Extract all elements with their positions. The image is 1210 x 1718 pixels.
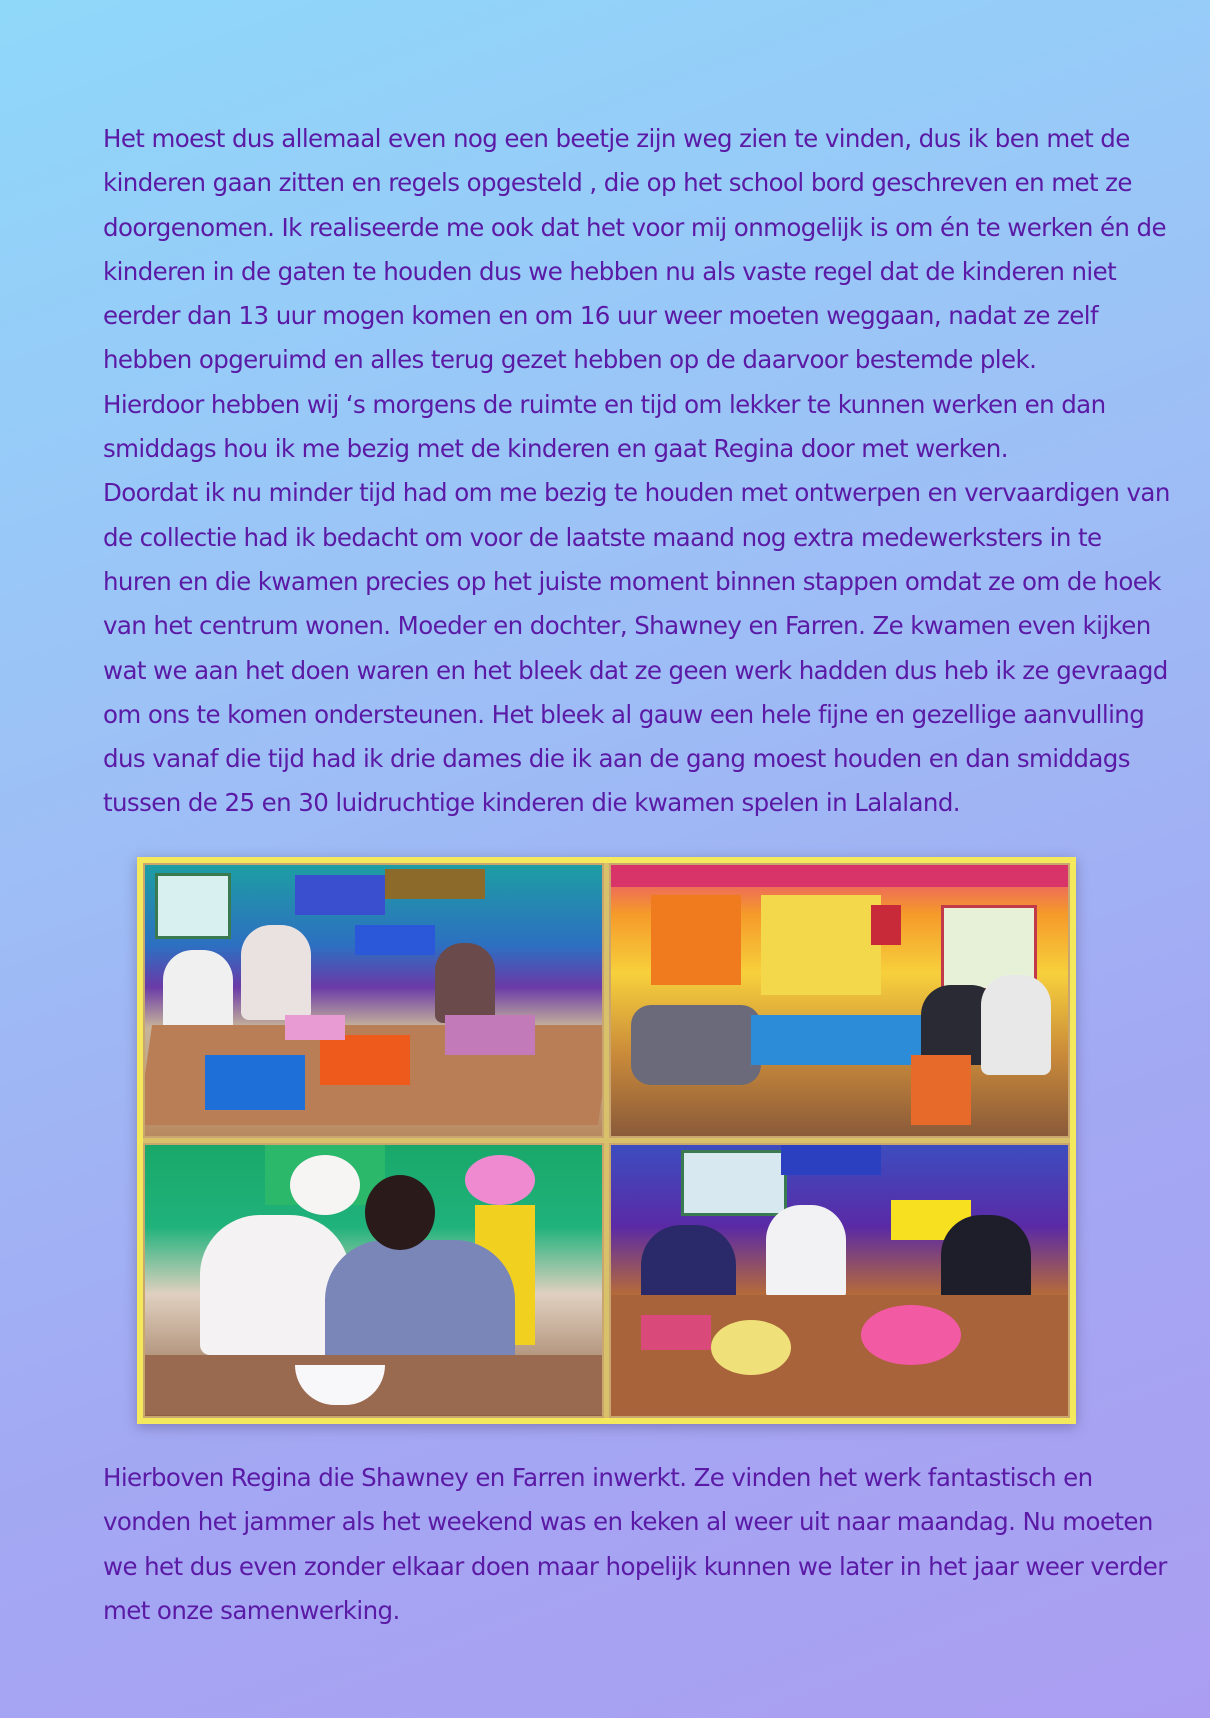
- text-line: huren en die kwamen precies op het juiste moment binnen stappen omdat ze om de hoek: [103, 566, 1161, 596]
- photo-collage: [137, 857, 1076, 1424]
- text-line: van het centrum wonen. Moeder en dochter, Shawney en Farren. Ze kwamen even kijken: [103, 611, 1151, 641]
- text-line: Doordat ik nu minder tijd had om me bezig te houden met ontwerpen en vervaardigen van: [103, 478, 1170, 508]
- text-line: de collectie had ik bedacht om voor de laatste maand nog extra medewerksters in te: [103, 522, 1102, 552]
- text-line: tussen de 25 en 30 luidruchtige kinderen die kwamen spelen in Lalaland.: [103, 788, 960, 818]
- text-line: smiddags hou ik me bezig met de kinderen en gaat Regina door met werken.: [103, 434, 1008, 464]
- photo-beading-team: [609, 1143, 1070, 1418]
- text-line: met onze samenwerking.: [103, 1595, 400, 1625]
- text-line: doorgenomen. Ik realiseerde me ook dat het voor mij onmogelijk is om én te werken én de: [103, 212, 1166, 242]
- text-line: wat we aan het doen waren en het bleek dat ze geen werk hadden dus heb ik ze gevraagd: [103, 655, 1168, 685]
- photo-regina-training: [143, 1143, 604, 1418]
- text-line: kinderen in de gaten te houden dus we hebben nu als vaste regel dat de kinderen niet: [103, 256, 1117, 286]
- text-line: we het dus even zonder elkaar doen maar hopelijk kunnen we later in het jaar weer verder: [103, 1551, 1167, 1581]
- text-line: dus vanaf die tijd had ik drie dames die ik aan de gang moest houden en dan smiddags: [103, 744, 1130, 774]
- photo-activity-room: [609, 863, 1070, 1138]
- intro-paragraph: [103, 117, 1170, 826]
- caption-paragraph: [103, 1456, 1167, 1633]
- photo-grid: [143, 863, 1070, 1418]
- text-line: Het moest dus allemaal even nog een beetje zijn weg zien te vinden, dus ik ben met de: [103, 124, 1130, 153]
- text-line: om ons te komen ondersteunen. Het bleek al gauw een hele fijne en gezellige aanvulling: [103, 699, 1145, 729]
- text-line: hebben opgeruimd en alles terug gezet hebben op de daarvoor bestemde plek.: [103, 345, 1037, 375]
- text-line: eerder dan 13 uur mogen komen en om 16 uur weer moeten weggaan, nadat ze zelf: [103, 301, 1099, 331]
- text-line: kinderen gaan zitten en regels opgesteld , die op het school bord geschreven en met ze: [103, 168, 1132, 198]
- text-line: vonden het jammer als het weekend was en keken al weer uit naar maandag. Nu moeten: [103, 1507, 1153, 1537]
- text-line: Hierdoor hebben wij ‘s morgens de ruimte en tijd om lekker te kunnen werken en dan: [103, 389, 1106, 419]
- text-line: Hierboven Regina die Shawney en Farren inwerkt. Ze vinden het werk fantastisch en: [103, 1463, 1093, 1492]
- photo-workshop-table: [143, 863, 604, 1138]
